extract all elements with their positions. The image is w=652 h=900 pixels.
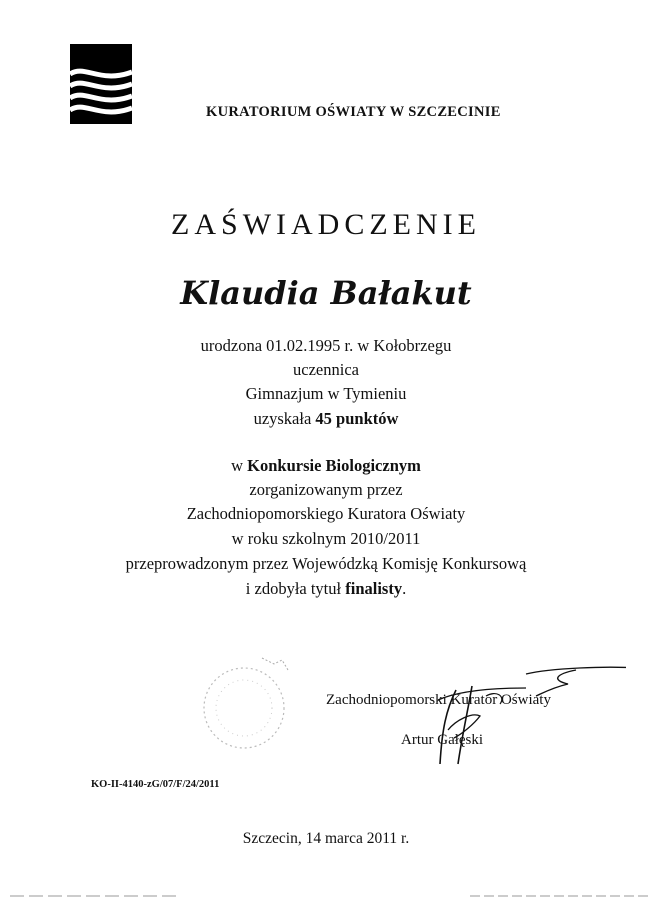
award-title: finalisty <box>345 579 403 598</box>
role-line: uczennica <box>293 360 359 379</box>
kuratorium-waves-logo-icon <box>70 44 132 124</box>
award-line <box>0 579 652 599</box>
score-value: 45 punktów <box>315 409 399 428</box>
contest-name: Konkursie Biologicznym <box>247 456 421 475</box>
signer-name: Artur Gałęski <box>401 732 484 748</box>
commission-line: przeprowadzonym przez Wojewódzką Komisję Konkursową <box>125 554 527 573</box>
signature-block <box>326 690 596 780</box>
contest-line <box>0 456 652 476</box>
award-prefix: i zdobyła tytuł <box>245 579 346 598</box>
scan-edge-artifact <box>0 888 652 900</box>
recipient-name: Klaudia Bałakut <box>180 274 472 312</box>
birth-line: urodzona 01.02.1995 r. w Kołobrzegu <box>200 336 452 355</box>
faded-stamp-icon <box>192 650 314 760</box>
document-title: ZAŚWIADCZENIE <box>171 208 481 241</box>
handwritten-signature-icon <box>376 660 626 770</box>
reference-number: KO-II-4140-zG/07/F/24/2011 <box>91 779 220 790</box>
contest-prefix: w <box>231 456 248 475</box>
institution-name: KURATORIUM OŚWIATY W SZCZECINIE <box>206 104 501 120</box>
organized-line: zorganizowanym przez <box>249 480 403 499</box>
organizer-line: Zachodniopomorskiego Kuratora Oświaty <box>186 504 466 523</box>
signer-title: Zachodniopomorski Kurator Oświaty <box>326 692 551 708</box>
score-line <box>0 409 652 429</box>
award-suffix: . <box>402 579 407 598</box>
school-line: Gimnazjum w Tymieniu <box>245 384 407 403</box>
score-prefix: uzyskała <box>253 409 316 428</box>
school-year-line: w roku szkolnym 2010/2011 <box>231 529 421 548</box>
place-date: Szczecin, 14 marca 2011 r. <box>242 830 410 847</box>
